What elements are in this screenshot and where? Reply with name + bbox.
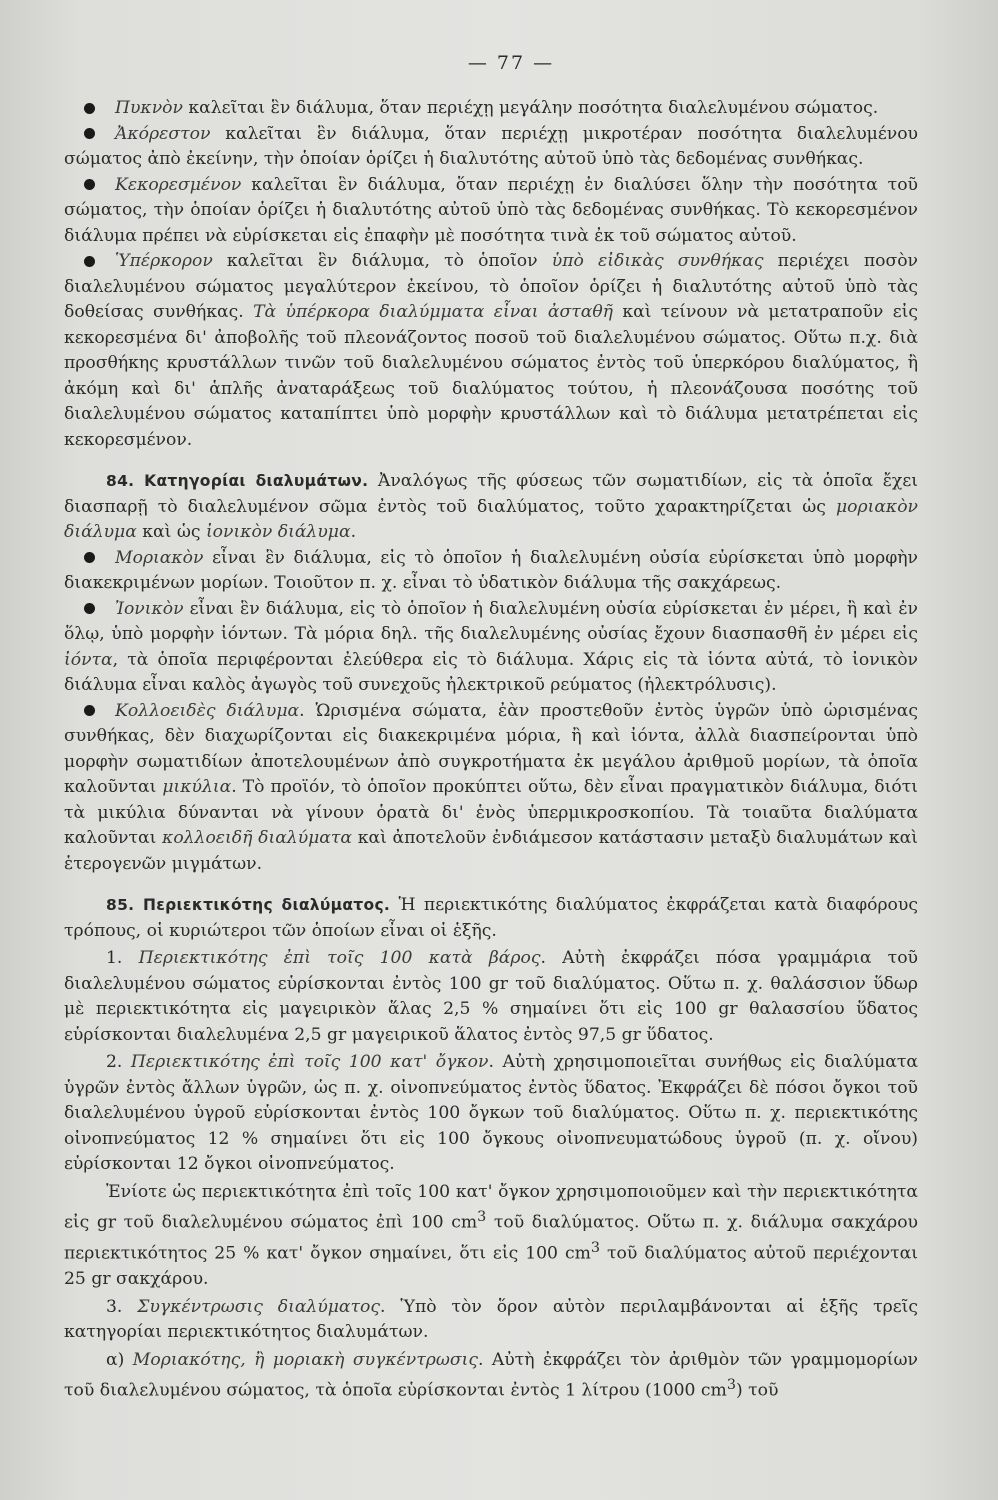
text: καλεῖται ἓν διάλυμα, ὅταν περιέχῃ μεγάλην ποσότητα διαλελυμένου σώματος. bbox=[182, 98, 879, 118]
superscript: 3 bbox=[590, 1240, 601, 1257]
bullet-icon bbox=[84, 603, 95, 614]
item-number: α) bbox=[106, 1349, 133, 1370]
text: τοῦ διαλύματος αὐτοῦ περιέχονται 25 gr σακχάρου. bbox=[64, 1243, 919, 1290]
emphasis: Περιεκτικότης ἐπὶ τοῖς 100 κατὰ βάρος bbox=[138, 948, 541, 968]
text: . bbox=[350, 522, 357, 542]
superscript: 3 bbox=[477, 1209, 487, 1225]
bullet-icon bbox=[84, 552, 95, 563]
text: καλεῖται ἓν διάλυμα, ὅταν περιέχῃ μικροτέραν ποσότητα διαλελυμένου σώματος ἀπὸ ἐκείνην, τὴν ὁποίαν ὁρίζει ἡ διαλυτότης αὐτοῦ ὑπὸ τὰς δεδομένας συνθήκας. bbox=[64, 123, 918, 169]
text: , τὰ ὁποῖα περιφέρονται ἐλεύθερα εἰς τὸ διάλυμα. Χάρις εἰς τὰ ἰόντα αὐτά, τὸ ἰονικὸν διάλυμα εἶναι καλὸς ἀγωγὸς τοῦ συνεχοῦς ἠλεκτρικοῦ ρεύματος (ἠλεκτρόλυσις). bbox=[64, 649, 918, 695]
emphasis: ἰονικὸν διάλυμα bbox=[205, 522, 351, 542]
text: Ἡ περιεκτικότης διαλύματος ἐκφράζεται κατὰ διαφόρους τρόπους, οἱ κυριώτεροι τῶν ὁποίων εἶναι οἱ ἑξῆς. bbox=[64, 895, 918, 941]
emphasis: ὑπὸ εἰδικὰς συνθήκας bbox=[551, 251, 764, 271]
emphasis: Συγκέντρωσις διαλύματος bbox=[137, 1296, 381, 1317]
paragraph-ionikon bbox=[64, 597, 918, 699]
emphasis: Μοριακότης, ἢ μοριακὴ συγκέντρωσις bbox=[132, 1349, 478, 1370]
text: καλεῖται ἓν διάλυμα, ὅταν περιέχῃ ἐν διαλύσει ὅλην τὴν ποσότητα τοῦ σώματος, τὴν ὁποίαν ὁρίζει ἡ διαλυτότης αὐτοῦ ὑπὸ τὰς δεδομένας συνθήκας. Τὸ κεκορεσμένον διάλυμα πρέπει νὰ εὑρίσκεται εἰς ἐπαφὴν μὲ ποσότητα τινὰ ἐκ τοῦ σώματος αὐτοῦ. bbox=[64, 174, 918, 246]
paragraph-pyknon bbox=[64, 96, 918, 122]
emphasis: Τὰ ὑπέρκορα διαλύμματα εἶναι ἀσταθῆ bbox=[253, 302, 613, 322]
term: Πυκνὸν bbox=[115, 98, 183, 118]
paragraph-hyperkoron bbox=[64, 249, 918, 453]
term: Κολλοειδὲς διάλυμα bbox=[115, 700, 300, 721]
text: περιέχει ποσὸν διαλελυμένου σώματος μεγαλύτερον ἐκείνου, τὸ ὁποῖον ὁρίζει ἡ διαλυτότης αὐτοῦ ὑπὸ τὰς δοθείσας συνθήκας. bbox=[64, 251, 918, 322]
emphasis: ἰόντα bbox=[64, 649, 113, 670]
paragraph-concentration bbox=[64, 1295, 918, 1346]
section-heading: 84. Κατηγορίαι διαλυμάτων. bbox=[106, 472, 369, 490]
paragraph-kolloeides bbox=[64, 699, 918, 878]
paragraph-kekoresmenon bbox=[64, 173, 918, 250]
text: καὶ ὡς bbox=[136, 522, 206, 542]
bullet-icon bbox=[84, 705, 95, 716]
text: . Αὐτὴ χρησιμοποιεῖται συνήθως εἰς διαλύματα ὑγρῶν ἐντὸς ἄλλων ὑγρῶν, ὡς π. χ. οἰνοπνεύματος ἐντὸς ὕδατος. Ἐκφράζει δὲ πόσοι ὄγκοι τοῦ διαλελυμένου ὑγροῦ εὑρίσκονται ἐντὸς 100 ὄγκων τοῦ διαλύματος. Οὕτω π. χ. περιεκτικότης οἰνοπνεύματος 12 % σημαίνει ὅτι εἰς 100 ὄγκους οἰνοπνευματώδους ὑγροῦ (π. χ. οἴνου) εὑρίσκονται 12 ὄγκοι οἰνοπνεύματος. bbox=[64, 1052, 918, 1174]
superscript: 3 bbox=[726, 1377, 736, 1394]
paragraph-by-weight bbox=[64, 946, 918, 1048]
emphasis: μικύλια bbox=[162, 777, 232, 797]
text: . Αὐτὴ ἐκφράζει πόσα γραμμάρια τοῦ διαλελυμένου σώματος εὑρίσκονται ἐντὸς 100 gr τοῦ διαλύματος. Οὕτω π. χ. θαλάσσιον ὕδωρ μὲ περιεκτικότητα εἰς μαγειρικὸν ἅλας 2,5 % σημαίνει ὅτι εἰς 100 gr θαλασσίου ὕδατος εὑρίσκονται διαλελυμένα 2,5 gr μαγειρικοῦ ἅλατος ἐντὸς 97,5 gr ὕδατος. bbox=[64, 948, 918, 1045]
text: τοῦ διαλύματος. Οὕτω π. χ. διάλυμα σακχάρου περιεκτικότητος 25 % κατ' ὄγκον σημαίνει, ὅτι εἰς 100 cm bbox=[64, 1212, 919, 1264]
text: . Ὡρισμένα σώματα, ἐὰν προστεθοῦν ἐντὸς ὑγρῶν ὑπὸ ὡρισμένας συνθήκας, δὲν διαχωρίζονται εἰς διακεκριμένα μόρια, ἢ καὶ ἰόντα, ἀλλὰ διασπείρονται ὑπὸ μορφὴν σωματιδίων ἀποτελουμένων ἀπὸ συγκροτήματα ἐκ μεγάλου ἀριθμοῦ μορίων, τὰ ὁποῖα καλοῦνται bbox=[64, 700, 918, 797]
page-number: — 77 — bbox=[467, 52, 555, 74]
term: Ὑπέρκορον bbox=[115, 251, 213, 271]
emphasis: κολλοειδῆ διαλύματα bbox=[162, 828, 353, 848]
bullet-icon bbox=[84, 103, 95, 114]
text: Ἀναλόγως τῆς φύσεως τῶν σωματιδίων, εἰς τὰ ὁποῖα ἔχει διασπαρῇ τὸ διαλελυμένον σῶμα ἐντὸς τοῦ διαλύματος, τοῦτο χαρακτηρίζεται ὡς bbox=[64, 471, 918, 517]
bullet-icon bbox=[84, 256, 95, 267]
text: καλεῖται ἓν διάλυμα, τὸ ὁποῖον bbox=[212, 251, 552, 271]
text: εἶναι ἓν διάλυμα, εἰς τὸ ὁποῖον ἡ διαλελυμένη οὐσία εὑρίσκεται ἐν μέρει, ἢ καὶ ἐν ὅλῳ, ὑπὸ μορφὴν ἰόντων. Τὰ μόρια δηλ. τῆς διαλελυμένης οὐσίας ἔχουν διασπασθῆ ἐν μέρει εἰς bbox=[64, 598, 918, 644]
paragraph-molarity bbox=[64, 1348, 918, 1405]
text: . Ὑπὸ τὸν ὅρον αὐτὸν περιλαμβάνονται αἱ ἑξῆς τρεῖς κατηγορίαι περιεκτικότητος διαλυμάτων. bbox=[64, 1296, 918, 1343]
emphasis: μοριακὸν διάλυμα bbox=[64, 496, 918, 542]
text: καὶ τείνουν νὰ μετατραποῦν εἰς κεκορεσμένα δι' ἀποβολῆς τοῦ πλεονάζοντος ποσοῦ τοῦ διαλελυμένου σώματος. Οὕτω π.χ. διὰ προσθήκης κρυστάλλων τινῶν τοῦ διαλελυμένου σώματος ἐντὸς τοῦ ὑπερκόρου διαλύματος, ἢ ἀκόμη καὶ δι' ἁπλῆς ἀναταράξεως τοῦ διαλύματος τούτου, ἡ πλεονάζουσα ποσότης τοῦ διαλελυμένου σώματος καταπίπτει ὑπὸ μορφὴν κρυστάλλων καὶ τὸ διάλυμα μετατρέπεται εἰς κεκορεσμένον. bbox=[64, 302, 919, 450]
text: ) τοῦ bbox=[735, 1381, 779, 1402]
term: Ἰονικὸν bbox=[115, 598, 184, 619]
text: . Τὸ προϊόν, τὸ ὁποῖον προκύπτει οὕτω, δὲν εἶναι πραγματικὸν διάλυμα, διότι τὰ μικύλια δύνανται νὰ γίνουν ὁρατὰ δι' ἑνὸς ὑπερμικροσκοπίου. Τὰ τοιαῦτα διαλύματα καλοῦνται bbox=[64, 777, 918, 848]
bullet-icon bbox=[84, 179, 95, 190]
bullet-icon bbox=[84, 128, 95, 139]
item-number: 2. bbox=[106, 1052, 131, 1072]
text: . Αὐτὴ ἐκφράζει τὸν ἀριθμὸν τῶν γραμμομορίων τοῦ διαλελυμένου σώματος, τὰ ὁποῖα εὑρίσκονται ἐντὸς 1 λίτρου (1000 cm bbox=[64, 1349, 918, 1402]
text: καὶ ἀποτελοῦν ἐνδιάμεσον κατάστασιν μεταξὺ διαλυμάτων καὶ ἑτερογενῶν μιγμάτων. bbox=[64, 828, 918, 874]
text: εἶναι ἓν διάλυμα, εἰς τὸ ὁποῖον ἡ διαλελυμένη οὐσία εὑρίσκεται ὑπὸ μορφὴν διακεκριμένων μορίων. Τοιοῦτον π. χ. εἶναι τὸ ὑδατικὸν διάλυμα τῆς σακχάρεως. bbox=[64, 547, 918, 593]
section-85 bbox=[64, 893, 918, 944]
term: Ἀκόρεστον bbox=[115, 123, 211, 144]
emphasis: Περιεκτικότης ἐπὶ τοῖς 100 κατ' ὄγκον bbox=[130, 1052, 489, 1072]
item-number: 1. bbox=[106, 948, 139, 968]
paragraph-by-volume bbox=[64, 1050, 918, 1178]
section-heading: 85. Περιεκτικότης διαλύματος. bbox=[106, 896, 391, 914]
term: Μοριακὸν bbox=[115, 547, 204, 568]
item-number: 3. bbox=[106, 1296, 138, 1317]
section-84 bbox=[64, 469, 918, 546]
paragraph-moriakon bbox=[64, 546, 918, 597]
term: Κεκορεσμένον bbox=[115, 174, 242, 195]
paragraph-akoreston bbox=[64, 122, 918, 173]
text: Ἐνίοτε ὡς περιεκτικότητα ἐπὶ τοῖς 100 κατ' ὄγκον χρησιμοποιοῦμεν καὶ τὴν περιεκτικότητα εἰς gr τοῦ διαλελυμένου σώματος ἐπὶ 100 cm bbox=[64, 1181, 918, 1233]
paragraph-sometimes bbox=[64, 1180, 918, 1293]
